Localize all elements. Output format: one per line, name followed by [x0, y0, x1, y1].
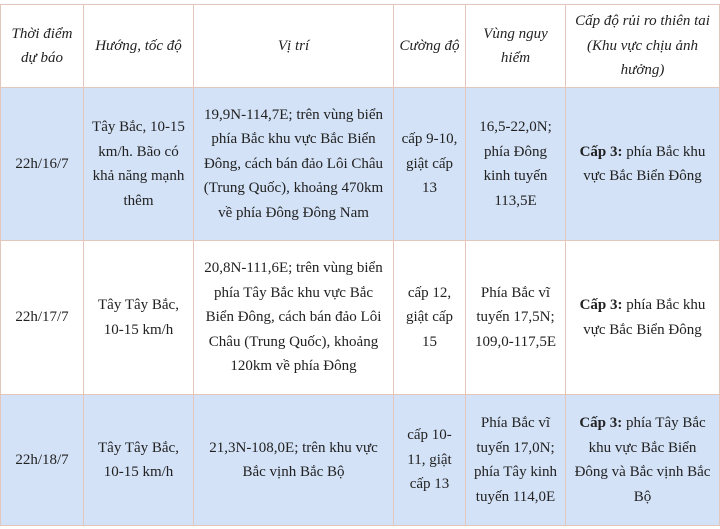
cell-risk — [566, 88, 720, 241]
risk-level: Cấp 3: — [579, 415, 623, 431]
cell-risk — [566, 395, 720, 526]
table-row — [1, 241, 720, 395]
risk-level: Cấp 3: — [579, 143, 623, 160]
header-direction: Hướng, tốc độ — [84, 5, 194, 88]
cell-intensity: cấp 12, giật cấp 15 — [394, 241, 466, 395]
header-position: Vị trí — [194, 5, 394, 88]
cell-direction: Tây Tây Bắc, 10-15 km/h — [84, 395, 194, 526]
cell-intensity: cấp 10-11, giật cấp 13 — [394, 395, 466, 526]
risk-level: Cấp 3: — [579, 297, 623, 313]
cell-position: 20,8N-111,6E; trên vùng biển phía Tây Bắc khu vực Bắc Biển Đông, cách bán đảo Lôi Châu (Trung Quốc), khoảng 120km về phía Đông — [194, 241, 394, 395]
cell-risk — [566, 241, 720, 395]
header-intensity: Cường độ — [394, 5, 466, 88]
cell-position: 21,3N-108,0E; trên khu vực Bắc vịnh Bắc Bộ — [194, 395, 394, 526]
header-danger-zone: Vùng nguy hiểm — [466, 5, 566, 88]
risk-area: phía Bắc khu vực Bắc Biển Đông — [583, 297, 706, 338]
header-risk-level: Cấp độ rủi ro thiên tai (Khu vực chịu ảnh hưởng) — [566, 5, 720, 88]
cell-direction: Tây Bắc, 10-15 km/h. Bão có khả năng mạnh thêm — [84, 88, 194, 241]
header-time: Thời điểm dự báo — [1, 5, 84, 88]
cell-danger-zone: Phía Bắc vĩ tuyến 17,5N; 109,0-117,5E — [466, 241, 566, 395]
cell-position: 19,9N-114,7E; trên vùng biển phía Bắc khu vực Bắc Biển Đông, cách bán đảo Lôi Châu (Trung Quốc), khoảng 470km về phía Đông Đông Nam — [194, 88, 394, 241]
header-row — [1, 5, 720, 88]
risk-area: phía Bắc khu vực Bắc Biển Đông — [583, 143, 706, 184]
cell-time: 22h/16/7 — [1, 88, 84, 241]
cell-danger-zone: Phía Bắc vĩ tuyến 17,0N; phía Tây kinh tuyến 114,0E — [466, 395, 566, 526]
storm-forecast-table — [0, 4, 720, 526]
cell-danger-zone: 16,5-22,0N; phía Đông kinh tuyến 113,5E — [466, 88, 566, 241]
risk-area: phía Tây Bắc khu vực Bắc Biển Đông và Bắc vịnh Bắc Bộ — [574, 415, 711, 505]
table-row — [1, 395, 720, 526]
cell-time: 22h/18/7 — [1, 395, 84, 526]
cell-time: 22h/17/7 — [1, 241, 84, 395]
table-row — [1, 88, 720, 241]
cell-intensity: cấp 9-10, giật cấp 13 — [394, 88, 466, 241]
cell-direction: Tây Tây Bắc, 10-15 km/h — [84, 241, 194, 395]
